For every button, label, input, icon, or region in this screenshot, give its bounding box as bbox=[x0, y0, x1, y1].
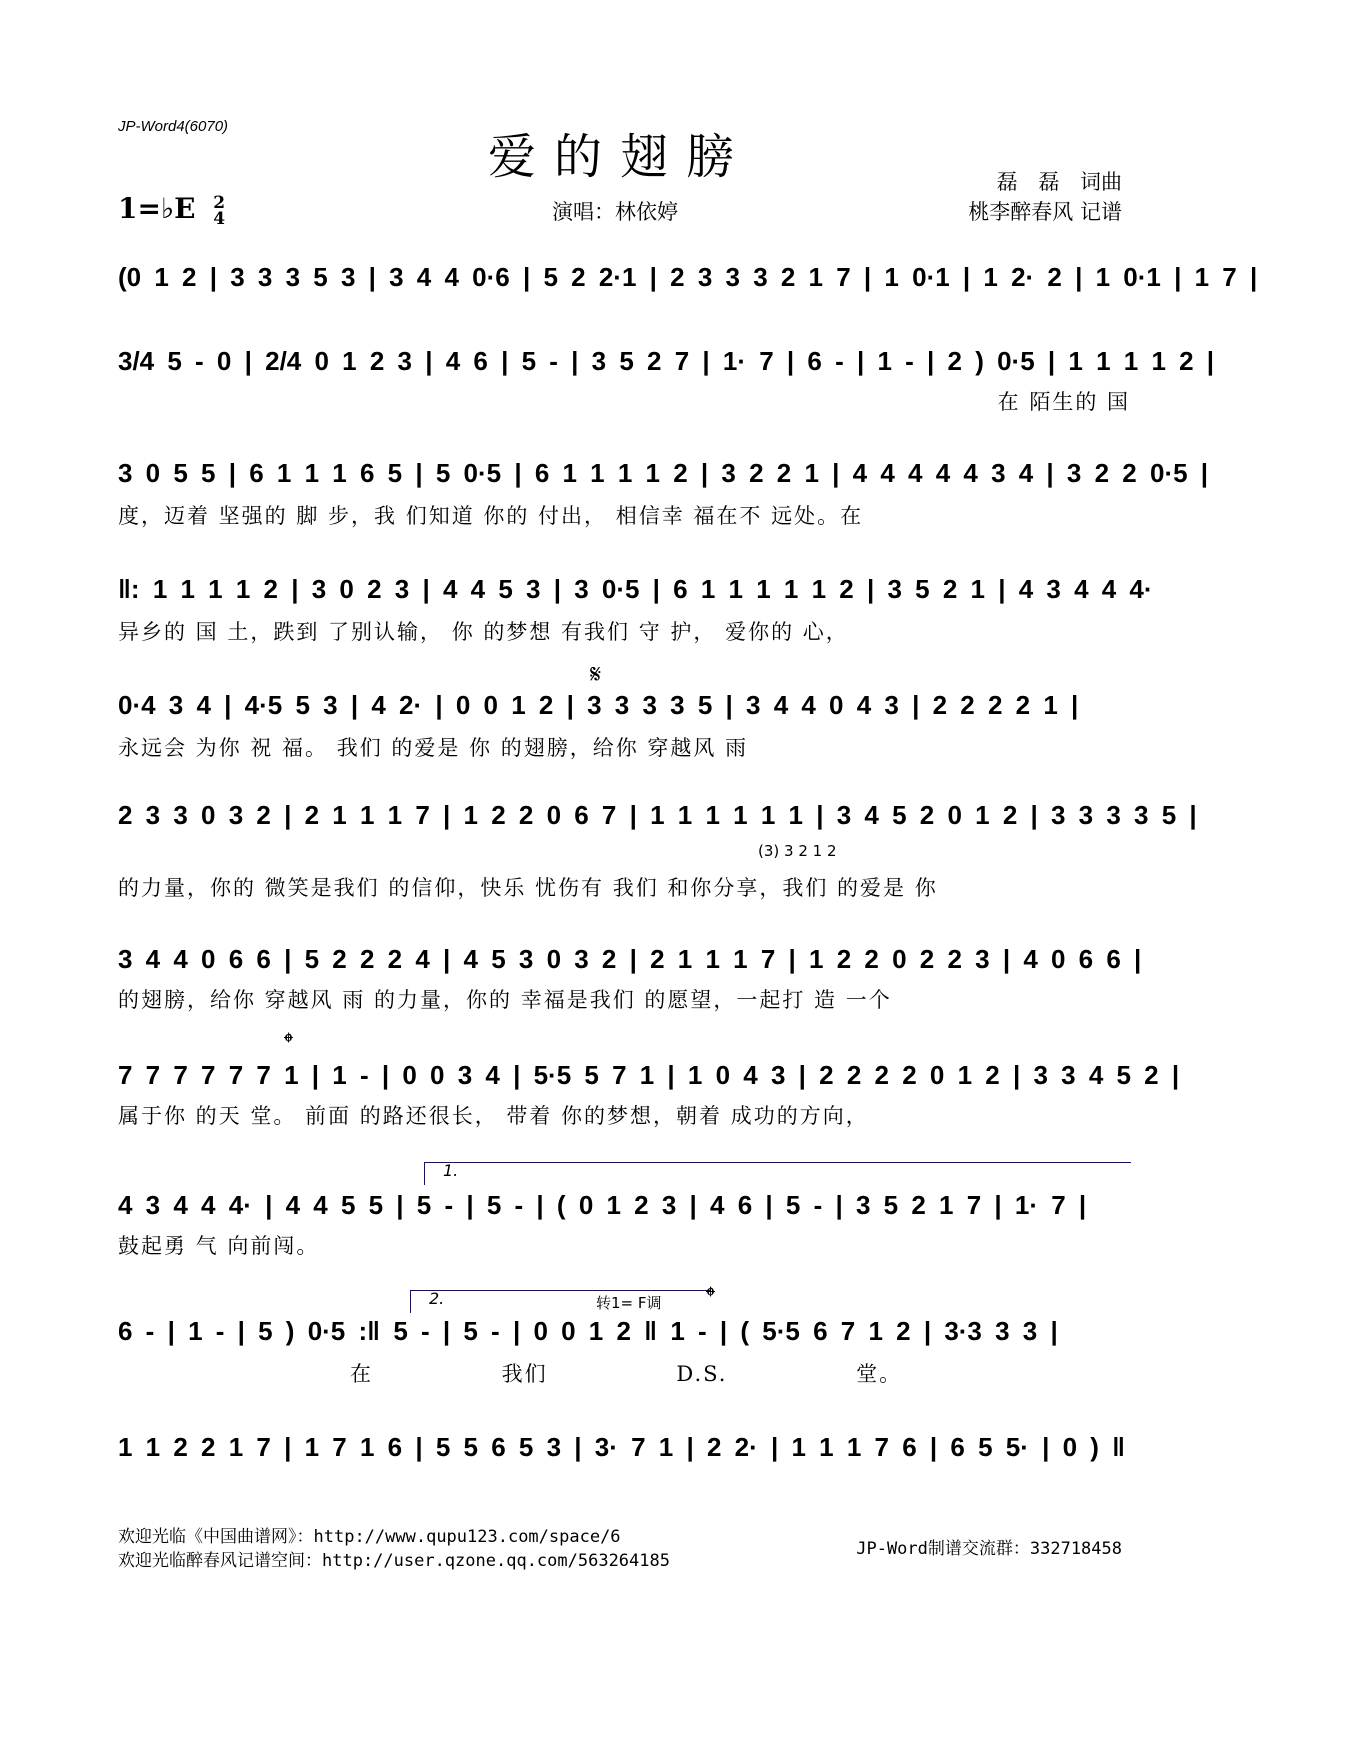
segno-sign: 𝄋 bbox=[590, 660, 602, 690]
volta-label: 1. bbox=[443, 1161, 459, 1180]
time-bottom: 4 bbox=[213, 208, 226, 229]
footer-link-qupu[interactable]: 欢迎光临《中国曲谱网》：http://www.qupu123.com/space/6 bbox=[118, 1527, 621, 1547]
volta-label: 2. bbox=[429, 1289, 445, 1308]
notation-line: 3 4 4 0 6 6 | 5 2 2 2 4 | 4 5 3 0 3 2 | 2 1 1 1 7 | 1 2 2 0 2 2 3 | 4 0 6 6 | bbox=[118, 944, 1142, 974]
notation-line: 3 0 5 5 | 6 1 1 1 6 5 | 5 0·5 | 6 1 1 1 1 2 | 3 2 2 1 | 4 4 4 4 4 3 4 | 3 2 2 0·5 | bbox=[118, 458, 1209, 488]
notation-line: 0·4 3 4 | 4·5 5 3 | 4 2· | 0 0 1 2 | 3 3 3 3 5 | 3 4 4 0 4 3 | 2 2 2 2 1 | bbox=[118, 690, 1079, 720]
volta-bracket-1 bbox=[424, 1162, 1131, 1185]
notation-line: 4 3 4 4 4· | 4 4 5 5 | 5 - | 5 - | ( 0 1 2 3 | 4 6 | 5 - | 3 5 2 1 7 | 1· 7 | bbox=[118, 1190, 1087, 1220]
lyrics-line: 异乡的 国 土，跌到 了别认输， 你 的梦想 有我们 守 护， 爱你的 心， bbox=[118, 620, 849, 644]
lyrics-line: 在 陌生的 国 bbox=[997, 390, 1130, 414]
singer-credit: 演唱：林依婷 bbox=[552, 200, 678, 224]
notation-line: (0 1 2 | 3 3 3 5 3 | 3 4 4 0·6 | 5 2 2·1 | 2 3 3 3 2 1 7 | 1 0·1 | 1 2· 2 | 1 0·1 | 1 7 | bbox=[118, 262, 1258, 292]
key-label: 1=♭E bbox=[118, 192, 196, 225]
lyrics-music-credit: 磊 磊 词曲 bbox=[996, 170, 1122, 194]
time-top: 2 bbox=[213, 192, 226, 213]
notation-line: 2 3 3 0 3 2 | 2 1 1 1 7 | 1 2 2 0 6 7 | 1 1 1 1 1 1 | 3 4 5 2 0 1 2 | 3 3 3 3 5 | bbox=[118, 800, 1197, 830]
footer-link-qzone[interactable]: 欢迎光临醉春风记谱空间：http://user.qzone.qq.com/563264185 bbox=[118, 1551, 670, 1571]
transcriber-credit: 桃李醉春风 记谱 bbox=[968, 200, 1122, 224]
lyrics-line: 的力量，你的 微笑是我们 的信仰，快乐 忧伤有 我们 和你分享，我们 的爱是 你 bbox=[118, 876, 938, 900]
notation-line: 6 - | 1 - | 5 ) 0·5 :‖ 5 - | 5 - | 0 0 1 2 ‖ 1 - | ( 5·5 6 7 1 2 | 3·3 3 3 | bbox=[118, 1316, 1058, 1346]
time-signature bbox=[213, 192, 226, 229]
notation-line: ‖: 1 1 1 1 2 | 3 0 2 3 | 4 4 5 3 | 3 0·5 | 6 1 1 1 1 1 2 | 3 5 2 1 | 4 3 4 4 4· bbox=[118, 574, 1153, 604]
notation-line: 1 1 2 2 1 7 | 1 7 1 6 | 5 5 6 5 3 | 3· 7 1 | 2 2· | 1 1 1 7 6 | 6 5 5· | 0 ) ‖ bbox=[118, 1432, 1126, 1462]
key-signature bbox=[118, 192, 225, 227]
app-version: JP-Word4(6070) bbox=[118, 118, 229, 135]
volta-bracket-2 bbox=[410, 1290, 711, 1313]
lyrics-line: 的翅膀，给你 穿越风 雨 的力量，你的 幸福是我们 的愿望，一起打 造 一个 bbox=[118, 988, 892, 1012]
coda-sign: 𝄌 bbox=[706, 1282, 715, 1312]
lyrics-line: 度，迈着 坚强的 脚 步，我 们知道 你的 付出， 相信幸 福在不 远处。在 bbox=[118, 504, 864, 528]
alternate-notes: (3) 3 2 1 2 bbox=[758, 842, 837, 860]
coda-sign: 𝄌 bbox=[284, 1028, 293, 1058]
song-title: 爱的翅膀 bbox=[487, 129, 752, 185]
lyrics-line: 永远会 为你 祝 福。 我们 的爱是 你 的翅膀，给你 穿越风 雨 bbox=[118, 736, 749, 760]
lyrics-line: 属于你 的天 堂。 前面 的路还很长， 带着 你的梦想，朝着 成功的方向， bbox=[118, 1104, 869, 1128]
lyrics-line: 鼓起勇 气 向前闯。 bbox=[118, 1234, 320, 1258]
notation-line: 3/4 5 - 0 | 2/4 0 1 2 3 | 4 6 | 5 - | 3 5 2 7 | 1· 7 | 6 - | 1 - | 2 ) 0·5 | 1 1 1 1 2 | bbox=[118, 346, 1215, 376]
modulation-label: 转1= F调 bbox=[596, 1294, 662, 1312]
footer-group-info: JP-Word制谱交流群：332718458 bbox=[856, 1539, 1122, 1559]
notation-line: 7 7 7 7 7 7 1 | 1 - | 0 0 3 4 | 5·5 5 7 1 | 1 0 4 3 | 2 2 2 2 0 1 2 | 3 3 4 5 2 | bbox=[118, 1060, 1180, 1090]
lyrics-line: 在 我们 D.S. 堂。 bbox=[350, 1362, 903, 1386]
